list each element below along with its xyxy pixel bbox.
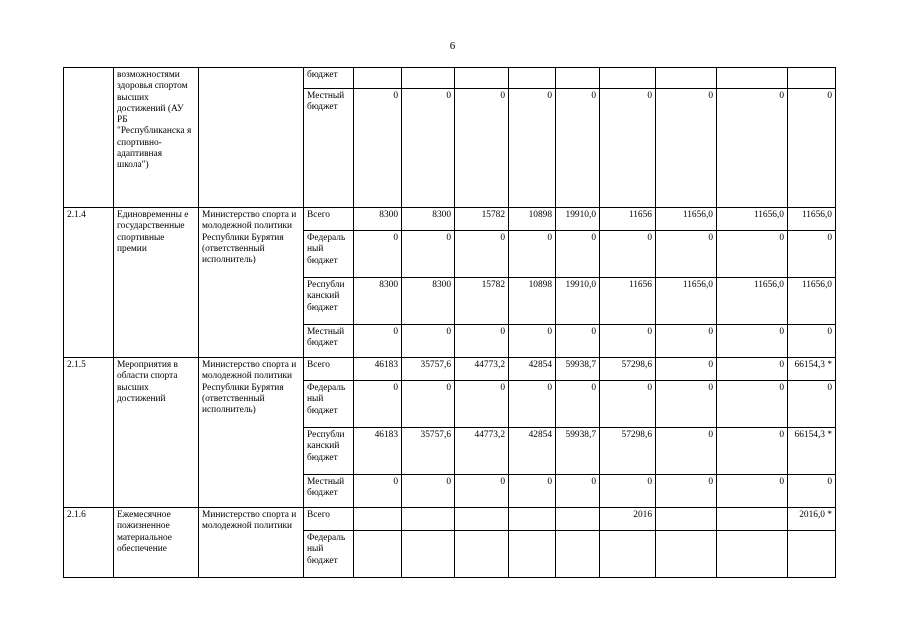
funding-source-cell: Республи канский бюджет bbox=[304, 278, 354, 325]
funding-source-cell: Всего bbox=[304, 208, 354, 231]
amount-cell bbox=[556, 508, 600, 531]
page-number: 6 bbox=[449, 40, 456, 52]
amount-cell: 0 bbox=[656, 475, 717, 508]
amount-cell: 0 bbox=[600, 231, 656, 278]
amount-cell: 2016 bbox=[600, 508, 656, 531]
amount-cell bbox=[509, 531, 556, 578]
amount-cell: 0 bbox=[600, 325, 656, 358]
amount-cell: 59938,7 bbox=[556, 428, 600, 475]
amount-cell: 66154,3 * bbox=[788, 358, 836, 381]
amount-cell bbox=[455, 531, 509, 578]
amount-cell: 0 bbox=[717, 475, 788, 508]
amount-cell: 46183 bbox=[354, 358, 402, 381]
amount-cell: 0 bbox=[402, 475, 455, 508]
funding-source-cell: Федераль ный бюджет bbox=[304, 231, 354, 278]
amount-cell: 10898 bbox=[509, 278, 556, 325]
amount-cell bbox=[402, 68, 455, 89]
executor-cell: Министерство спорта и молодежной политики bbox=[199, 508, 304, 578]
amount-cell: 0 bbox=[556, 381, 600, 428]
table-row bbox=[64, 208, 836, 231]
amount-cell: 0 bbox=[354, 89, 402, 208]
activity-name-cell: возможностями здоровья спортом высших достижений (АУ РБ "Республиканска я спортивно-адаптивная школа") bbox=[114, 68, 199, 208]
amount-cell bbox=[354, 531, 402, 578]
amount-cell: 0 bbox=[455, 89, 509, 208]
amount-cell: 8300 bbox=[354, 208, 402, 231]
amount-cell bbox=[717, 508, 788, 531]
funding-source-cell: бюджет bbox=[304, 68, 354, 89]
amount-cell: 0 bbox=[455, 475, 509, 508]
amount-cell bbox=[556, 531, 600, 578]
amount-cell: 0 bbox=[556, 89, 600, 208]
amount-cell: 0 bbox=[509, 231, 556, 278]
code-cell: 2.1.5 bbox=[64, 358, 114, 508]
amount-cell: 19910,0 bbox=[556, 278, 600, 325]
amount-cell: 0 bbox=[509, 89, 556, 208]
budget-table bbox=[63, 67, 836, 578]
amount-cell: 0 bbox=[656, 358, 717, 381]
amount-cell: 0 bbox=[354, 381, 402, 428]
amount-cell: 0 bbox=[717, 89, 788, 208]
amount-cell: 0 bbox=[656, 381, 717, 428]
executor-cell: Министерство спорта и молодежной политики Республики Бурятия (ответственный исполнитель) bbox=[199, 208, 304, 358]
funding-source-cell: Федераль ный бюджет bbox=[304, 531, 354, 578]
amount-cell: 0 bbox=[509, 325, 556, 358]
funding-source-cell: Всего bbox=[304, 358, 354, 381]
amount-cell bbox=[788, 531, 836, 578]
amount-cell: 0 bbox=[600, 89, 656, 208]
amount-cell bbox=[656, 508, 717, 531]
amount-cell: 15782 bbox=[455, 208, 509, 231]
amount-cell: 0 bbox=[455, 325, 509, 358]
amount-cell: 0 bbox=[788, 231, 836, 278]
amount-cell: 11656,0 bbox=[717, 208, 788, 231]
amount-cell: 0 bbox=[354, 475, 402, 508]
amount-cell bbox=[556, 68, 600, 89]
activity-name-cell: Мероприятия в области спорта высших достижений bbox=[114, 358, 199, 508]
amount-cell: 57298,6 bbox=[600, 358, 656, 381]
amount-cell bbox=[656, 68, 717, 89]
amount-cell: 0 bbox=[402, 381, 455, 428]
amount-cell: 11656,0 bbox=[656, 208, 717, 231]
amount-cell: 0 bbox=[402, 325, 455, 358]
amount-cell: 0 bbox=[788, 381, 836, 428]
code-cell bbox=[64, 68, 114, 208]
amount-cell: 0 bbox=[600, 475, 656, 508]
amount-cell bbox=[354, 508, 402, 531]
code-cell: 2.1.6 bbox=[64, 508, 114, 578]
code-cell: 2.1.4 bbox=[64, 208, 114, 358]
amount-cell: 15782 bbox=[455, 278, 509, 325]
amount-cell: 0 bbox=[656, 231, 717, 278]
amount-cell: 11656,0 bbox=[788, 278, 836, 325]
amount-cell: 0 bbox=[656, 428, 717, 475]
amount-cell: 0 bbox=[402, 231, 455, 278]
amount-cell bbox=[788, 68, 836, 89]
amount-cell: 8300 bbox=[354, 278, 402, 325]
amount-cell: 11656,0 bbox=[656, 278, 717, 325]
amount-cell: 0 bbox=[556, 475, 600, 508]
amount-cell: 0 bbox=[556, 231, 600, 278]
amount-cell bbox=[354, 68, 402, 89]
amount-cell: 0 bbox=[509, 381, 556, 428]
amount-cell: 11656,0 bbox=[788, 208, 836, 231]
amount-cell: 10898 bbox=[509, 208, 556, 231]
amount-cell bbox=[717, 68, 788, 89]
amount-cell: 0 bbox=[717, 381, 788, 428]
funding-source-cell: Федераль ный бюджет bbox=[304, 381, 354, 428]
executor-cell: Министерство спорта и молодежной политики Республики Бурятия (ответственный исполнитель) bbox=[199, 358, 304, 508]
amount-cell: 0 bbox=[354, 325, 402, 358]
amount-cell bbox=[600, 68, 656, 89]
amount-cell: 0 bbox=[656, 325, 717, 358]
funding-source-cell: Республи канский бюджет bbox=[304, 428, 354, 475]
amount-cell bbox=[402, 531, 455, 578]
amount-cell: 0 bbox=[788, 475, 836, 508]
amount-cell: 57298,6 bbox=[600, 428, 656, 475]
amount-cell: 42854 bbox=[509, 428, 556, 475]
amount-cell: 11656,0 bbox=[717, 278, 788, 325]
amount-cell: 8300 bbox=[402, 208, 455, 231]
activity-name-cell: Ежемесячное пожизненное материальное обеспечение bbox=[114, 508, 199, 578]
amount-cell bbox=[717, 531, 788, 578]
amount-cell: 0 bbox=[717, 231, 788, 278]
amount-cell bbox=[402, 508, 455, 531]
amount-cell: 0 bbox=[402, 89, 455, 208]
amount-cell: 0 bbox=[788, 89, 836, 208]
amount-cell: 0 bbox=[455, 381, 509, 428]
amount-cell: 11656 bbox=[600, 278, 656, 325]
amount-cell: 0 bbox=[717, 325, 788, 358]
amount-cell: 0 bbox=[600, 381, 656, 428]
amount-cell: 11656 bbox=[600, 208, 656, 231]
amount-cell: 66154,3 * bbox=[788, 428, 836, 475]
amount-cell: 2016,0 * bbox=[788, 508, 836, 531]
amount-cell: 0 bbox=[656, 89, 717, 208]
amount-cell: 19910,0 bbox=[556, 208, 600, 231]
amount-cell bbox=[509, 508, 556, 531]
amount-cell bbox=[509, 68, 556, 89]
executor-cell bbox=[199, 68, 304, 208]
amount-cell: 0 bbox=[455, 231, 509, 278]
amount-cell: 46183 bbox=[354, 428, 402, 475]
amount-cell: 0 bbox=[717, 358, 788, 381]
funding-source-cell: Местный бюджет bbox=[304, 325, 354, 358]
amount-cell: 59938,7 bbox=[556, 358, 600, 381]
amount-cell: 44773,2 bbox=[455, 428, 509, 475]
amount-cell: 0 bbox=[354, 231, 402, 278]
amount-cell bbox=[455, 508, 509, 531]
amount-cell: 0 bbox=[788, 325, 836, 358]
table-row bbox=[64, 68, 836, 89]
amount-cell bbox=[656, 531, 717, 578]
funding-source-cell: Местный бюджет bbox=[304, 89, 354, 208]
amount-cell: 35757,6 bbox=[402, 358, 455, 381]
funding-source-cell: Всего bbox=[304, 508, 354, 531]
activity-name-cell: Единовременны е государственные спортивные премии bbox=[114, 208, 199, 358]
amount-cell: 42854 bbox=[509, 358, 556, 381]
amount-cell bbox=[600, 531, 656, 578]
amount-cell: 0 bbox=[509, 475, 556, 508]
amount-cell: 44773,2 bbox=[455, 358, 509, 381]
amount-cell: 0 bbox=[556, 325, 600, 358]
table-row bbox=[64, 358, 836, 381]
amount-cell bbox=[455, 68, 509, 89]
table-row bbox=[64, 508, 836, 531]
amount-cell: 0 bbox=[717, 428, 788, 475]
amount-cell: 35757,6 bbox=[402, 428, 455, 475]
funding-source-cell: Местный бюджет bbox=[304, 475, 354, 508]
amount-cell: 8300 bbox=[402, 278, 455, 325]
